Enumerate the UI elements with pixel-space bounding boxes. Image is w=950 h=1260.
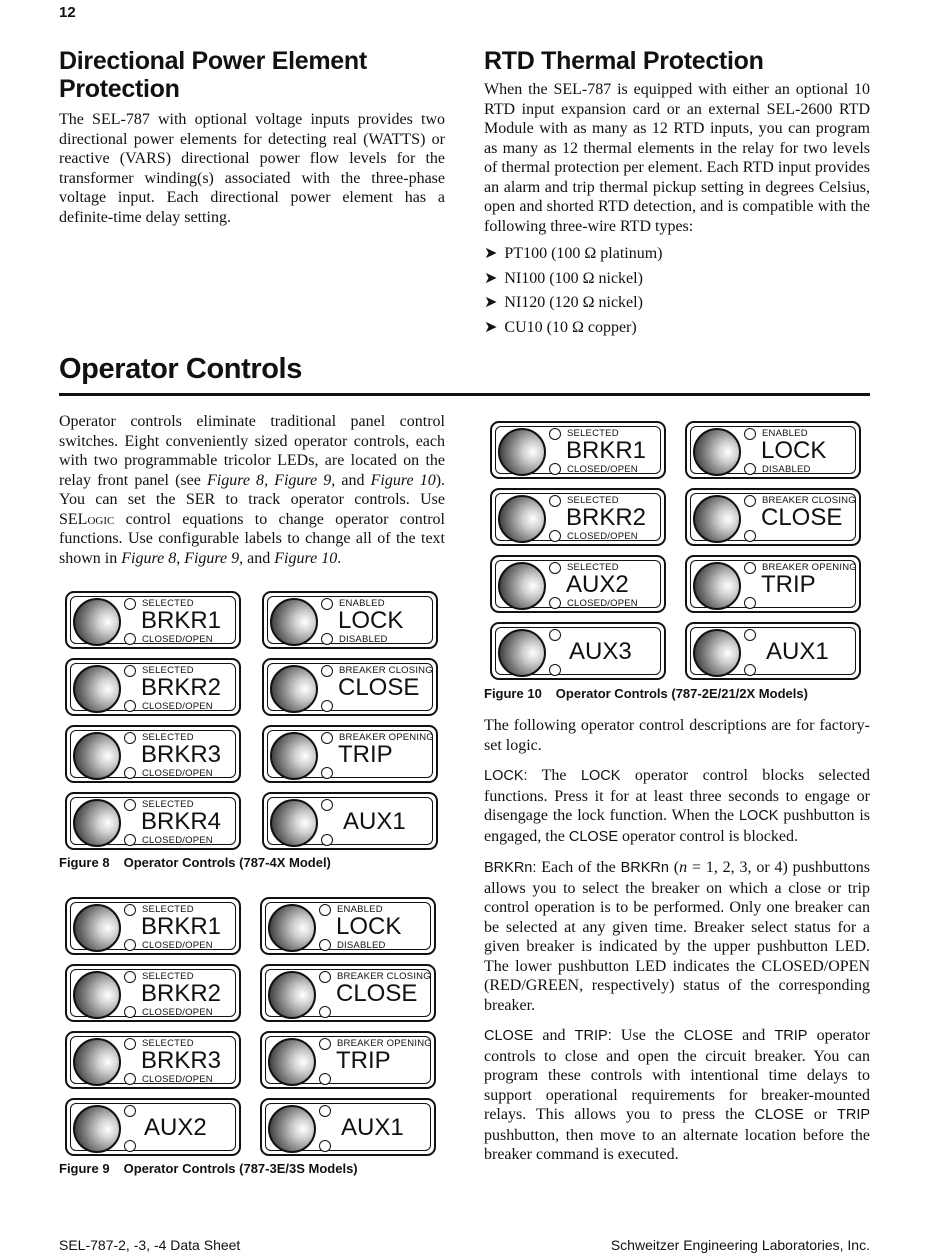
led-label-bottom: CLOSED/OPEN — [142, 1007, 213, 1018]
led-indicator — [321, 665, 333, 677]
led-indicator — [744, 629, 756, 641]
led-label-bottom: DISABLED — [339, 634, 388, 645]
figure-title: Operator Controls (787-4X Model) — [123, 855, 331, 870]
close-button[interactable] — [262, 658, 438, 716]
aux2-button[interactable] — [65, 1098, 241, 1156]
trip-button[interactable] — [685, 555, 861, 613]
rtd-type-list — [484, 242, 870, 340]
control-descriptions — [484, 716, 870, 1176]
button-label: AUX1 — [343, 808, 406, 835]
pushbutton-knob — [270, 665, 318, 713]
button-label: BRKR1 — [141, 913, 222, 940]
descriptions-intro: The following operator control descriptions are for factory-set logic. — [484, 717, 870, 754]
button-label: BRKR2 — [141, 674, 222, 701]
brkr2-button[interactable] — [65, 658, 241, 716]
led-indicator — [321, 732, 333, 744]
led-indicator — [744, 664, 756, 676]
led-label-top: SELECTED — [142, 1038, 194, 1049]
list-item: ➤ PT100 (100 Ω platinum) — [484, 242, 870, 267]
led-indicator — [319, 939, 331, 951]
led-indicator — [124, 1105, 136, 1117]
page-number: 12 — [59, 4, 76, 21]
led-label-top: SELECTED — [142, 971, 194, 982]
led-indicator — [321, 633, 333, 645]
led-indicator — [549, 463, 561, 475]
led-indicator — [549, 495, 561, 507]
close-button[interactable] — [685, 488, 861, 546]
brkr2-button[interactable] — [490, 488, 666, 546]
led-indicator — [124, 834, 136, 846]
close-trip-description: CLOSE and TRIP: Use the CLOSE and TRIP operator controls to close and open the circuit breaker. You can program these controls with intentional time delays to support operational requirements for breaker-mounted relays. This allows you to press the CLOSE or TRIP pushbutton, then move to an alternate location before the breaker command is executed. — [484, 1027, 871, 1163]
led-label-bottom: DISABLED — [337, 940, 386, 951]
led-indicator — [549, 428, 561, 440]
rtd-section — [484, 47, 870, 340]
button-label: AUX1 — [766, 638, 829, 665]
button-label: BRKR1 — [141, 607, 222, 634]
button-label: BRKR3 — [141, 1047, 222, 1074]
pushbutton-knob — [73, 1038, 121, 1086]
button-label: LOCK — [338, 607, 404, 634]
figure-number: Figure 10 — [484, 686, 542, 701]
figure-8-caption — [59, 855, 331, 870]
button-label: CLOSE — [338, 674, 420, 701]
dpe-title — [59, 47, 445, 103]
pushbutton-knob — [73, 732, 121, 780]
led-indicator — [124, 598, 136, 610]
led-label-bottom: CLOSED/OPEN — [142, 835, 213, 846]
button-label: BRKR4 — [141, 808, 222, 835]
led-indicator — [319, 1006, 331, 1018]
aux2-button[interactable] — [490, 555, 666, 613]
pushbutton-knob — [498, 495, 546, 543]
button-label: AUX2 — [144, 1114, 207, 1141]
list-item: ➤ NI100 (100 Ω nickel) — [484, 267, 870, 292]
led-label-top: BREAKER OPENING — [339, 732, 434, 743]
pushbutton-knob — [268, 1105, 316, 1153]
led-indicator — [744, 562, 756, 574]
led-indicator — [744, 597, 756, 609]
pushbutton-knob — [73, 1105, 121, 1153]
led-label-bottom: CLOSED/OPEN — [567, 598, 638, 609]
led-label-bottom: CLOSED/OPEN — [567, 531, 638, 542]
operator-intro-text: Operator controls eliminate traditional panel control switches. Eight conveniently sized operator controls, each with two programmable tricolor LEDs, are located on the relay front panel (see Figure 8, Figure 9, and Figure 10). You can set the SER to track operator controls. Use SELogic control equations to change operator control functions. Use configurable labels to change all of the text shown in Figure 8, Figure 9, and Figure 10. — [59, 413, 446, 567]
led-indicator — [549, 597, 561, 609]
led-indicator — [319, 1105, 331, 1117]
led-label-top: SELECTED — [567, 562, 619, 573]
operator-controls-title: Operator Controls — [59, 353, 302, 385]
led-label-top: SELECTED — [567, 428, 619, 439]
led-indicator — [319, 1038, 331, 1050]
trip-button[interactable] — [260, 1031, 436, 1089]
led-indicator — [319, 1140, 331, 1152]
led-label-bottom: CLOSED/OPEN — [567, 464, 638, 475]
led-indicator — [124, 1038, 136, 1050]
aux3-button[interactable] — [490, 622, 666, 680]
led-label-top: SELECTED — [567, 495, 619, 506]
button-label: BRKR1 — [566, 437, 647, 464]
brkr4-button[interactable] — [65, 792, 241, 850]
button-label: BRKR2 — [141, 980, 222, 1007]
figure-number: Figure 8 — [59, 855, 110, 870]
button-label: AUX2 — [566, 571, 629, 598]
brkr1-button[interactable] — [490, 421, 666, 479]
figure-10 — [490, 421, 865, 683]
figure-10-caption — [484, 686, 808, 701]
footer-right: Schweitzer Engineering Laboratories, Inc. — [610, 1237, 870, 1253]
lock-description: LOCK: The LOCK operator control blocks selected functions. Press it for at least three seconds to engage or disengage the lock function. When the LOCK pushbutton is engaged, the CLOSE operator control is blocked. — [484, 767, 871, 845]
pushbutton-knob — [693, 562, 741, 610]
figure-8 — [65, 591, 440, 853]
dpe-title-line1: Directional Power Element — [59, 47, 367, 75]
button-label: LOCK — [336, 913, 402, 940]
led-indicator — [321, 767, 333, 779]
button-label: CLOSE — [761, 504, 843, 531]
button-label: TRIP — [336, 1047, 391, 1074]
led-label-bottom: CLOSED/OPEN — [142, 768, 213, 779]
pushbutton-knob — [498, 562, 546, 610]
aux1-button[interactable] — [262, 792, 438, 850]
led-indicator — [124, 904, 136, 916]
figure-title: Operator Controls (787-3E/3S Models) — [123, 1161, 358, 1176]
led-indicator — [549, 530, 561, 542]
led-label-top: SELECTED — [142, 665, 194, 676]
led-indicator — [319, 971, 331, 983]
led-label-top: ENABLED — [762, 428, 808, 439]
led-label-bottom: CLOSED/OPEN — [142, 1074, 213, 1085]
brkr1-button[interactable] — [65, 591, 241, 649]
led-indicator — [321, 700, 333, 712]
operator-intro — [59, 412, 445, 568]
button-label: CLOSE — [336, 980, 418, 1007]
pushbutton-knob — [270, 598, 318, 646]
pushbutton-knob — [73, 799, 121, 847]
led-indicator — [319, 904, 331, 916]
figure-number: Figure 9 — [59, 1161, 110, 1176]
led-indicator — [549, 629, 561, 641]
lock-button[interactable] — [685, 421, 861, 479]
list-item: ➤ NI120 (120 Ω nickel) — [484, 291, 870, 316]
trip-button[interactable] — [262, 725, 438, 783]
led-indicator — [124, 1140, 136, 1152]
figure-9 — [65, 897, 440, 1159]
led-label-top: ENABLED — [337, 904, 383, 915]
led-label-top: BREAKER CLOSING — [762, 495, 856, 506]
pushbutton-knob — [73, 971, 121, 1019]
button-label: LOCK — [761, 437, 827, 464]
led-label-bottom: CLOSED/OPEN — [142, 940, 213, 951]
led-label-bottom: CLOSED/OPEN — [142, 701, 213, 712]
led-label-top: ENABLED — [339, 598, 385, 609]
pushbutton-knob — [270, 732, 318, 780]
led-label-bottom: CLOSED/OPEN — [142, 634, 213, 645]
button-label: TRIP — [338, 741, 393, 768]
aux1-button[interactable] — [685, 622, 861, 680]
led-indicator — [549, 664, 561, 676]
pushbutton-knob — [498, 629, 546, 677]
brkr1-button[interactable] — [65, 897, 241, 955]
led-label-top: BREAKER OPENING — [762, 562, 857, 573]
brkr2-button[interactable] — [65, 964, 241, 1022]
led-indicator — [744, 495, 756, 507]
button-label: AUX1 — [341, 1114, 404, 1141]
button-label: AUX3 — [569, 638, 632, 665]
led-indicator — [744, 530, 756, 542]
section-rule — [59, 393, 870, 396]
led-indicator — [124, 971, 136, 983]
pushbutton-knob — [73, 904, 121, 952]
brkr3-button[interactable] — [65, 1031, 241, 1089]
led-indicator — [124, 767, 136, 779]
led-indicator — [124, 1073, 136, 1085]
led-label-top: SELECTED — [142, 799, 194, 810]
led-label-top: BREAKER CLOSING — [339, 665, 433, 676]
pushbutton-knob — [498, 428, 546, 476]
dpe-title-line2: Protection — [59, 75, 180, 103]
led-label-top: SELECTED — [142, 904, 194, 915]
led-indicator — [321, 834, 333, 846]
led-indicator — [319, 1073, 331, 1085]
pushbutton-knob — [693, 428, 741, 476]
pushbutton-knob — [268, 971, 316, 1019]
pushbutton-knob — [268, 1038, 316, 1086]
list-item: ➤ CU10 (10 Ω copper) — [484, 316, 870, 341]
led-indicator — [124, 732, 136, 744]
pushbutton-knob — [693, 495, 741, 543]
dpe-section — [59, 47, 445, 227]
led-label-top: BREAKER CLOSING — [337, 971, 431, 982]
lock-button[interactable] — [260, 897, 436, 955]
led-indicator — [124, 633, 136, 645]
led-indicator — [744, 428, 756, 440]
footer-left: SEL-787-2, -3, -4 Data Sheet — [59, 1237, 241, 1253]
led-label-top: SELECTED — [142, 732, 194, 743]
figure-title: Operator Controls (787-2E/21/2X Models) — [555, 686, 808, 701]
led-indicator — [744, 463, 756, 475]
aux1-button[interactable] — [260, 1098, 436, 1156]
led-indicator — [321, 799, 333, 811]
led-indicator — [549, 562, 561, 574]
led-indicator — [124, 665, 136, 677]
pushbutton-knob — [693, 629, 741, 677]
brkr3-button[interactable] — [65, 725, 241, 783]
led-label-bottom: DISABLED — [762, 464, 811, 475]
rtd-body: When the SEL-787 is equipped with either an optional 10 RTD input expansion card or an external SEL-2600 RTD Module with as many as 12 RTD inputs, you can program as many as 12 thermal elements in the relay for two levels of thermal protection per element. Each RTD input provides an alarm and trip thermal pickup setting in degrees Celsius, open and shorted RTD detection, and is compatible with the following three-wire RTD types: — [484, 81, 870, 235]
led-indicator — [124, 1006, 136, 1018]
pushbutton-knob — [270, 799, 318, 847]
led-indicator — [124, 939, 136, 951]
rtd-title: RTD Thermal Protection — [484, 47, 764, 75]
lock-button[interactable] — [262, 591, 438, 649]
close-button[interactable] — [260, 964, 436, 1022]
button-label: TRIP — [761, 571, 816, 598]
figure-9-caption — [59, 1161, 358, 1176]
brkrn-description: BRKRn: Each of the BRKRn (n = 1, 2, 3, or 4) pushbuttons allows you to select the breaker on which a close or trip control operation is to be performed. Only one breaker can be selected at any given time. Breaker select status for a given breaker is indicated by the upper pushbutton LED. The lower pushbutton LED indicates the CLOSED/OPEN (RED/GREEN, respectively) status of the corresponding breaker. — [484, 859, 870, 1014]
led-indicator — [124, 799, 136, 811]
led-indicator — [321, 598, 333, 610]
pushbutton-knob — [73, 598, 121, 646]
button-label: BRKR2 — [566, 504, 647, 531]
pushbutton-knob — [73, 665, 121, 713]
pushbutton-knob — [268, 904, 316, 952]
button-label: BRKR3 — [141, 741, 222, 768]
led-label-top: SELECTED — [142, 598, 194, 609]
led-indicator — [124, 700, 136, 712]
led-label-top: BREAKER OPENING — [337, 1038, 432, 1049]
dpe-body: The SEL-787 with optional voltage inputs provides two directional power elements for detecting real (WATTS) or reactive (VARS) directional power flow levels for the transformer winding(s) associated with the three-phase voltage input. Each directional power element has a definite-time delay setting. — [59, 111, 445, 226]
